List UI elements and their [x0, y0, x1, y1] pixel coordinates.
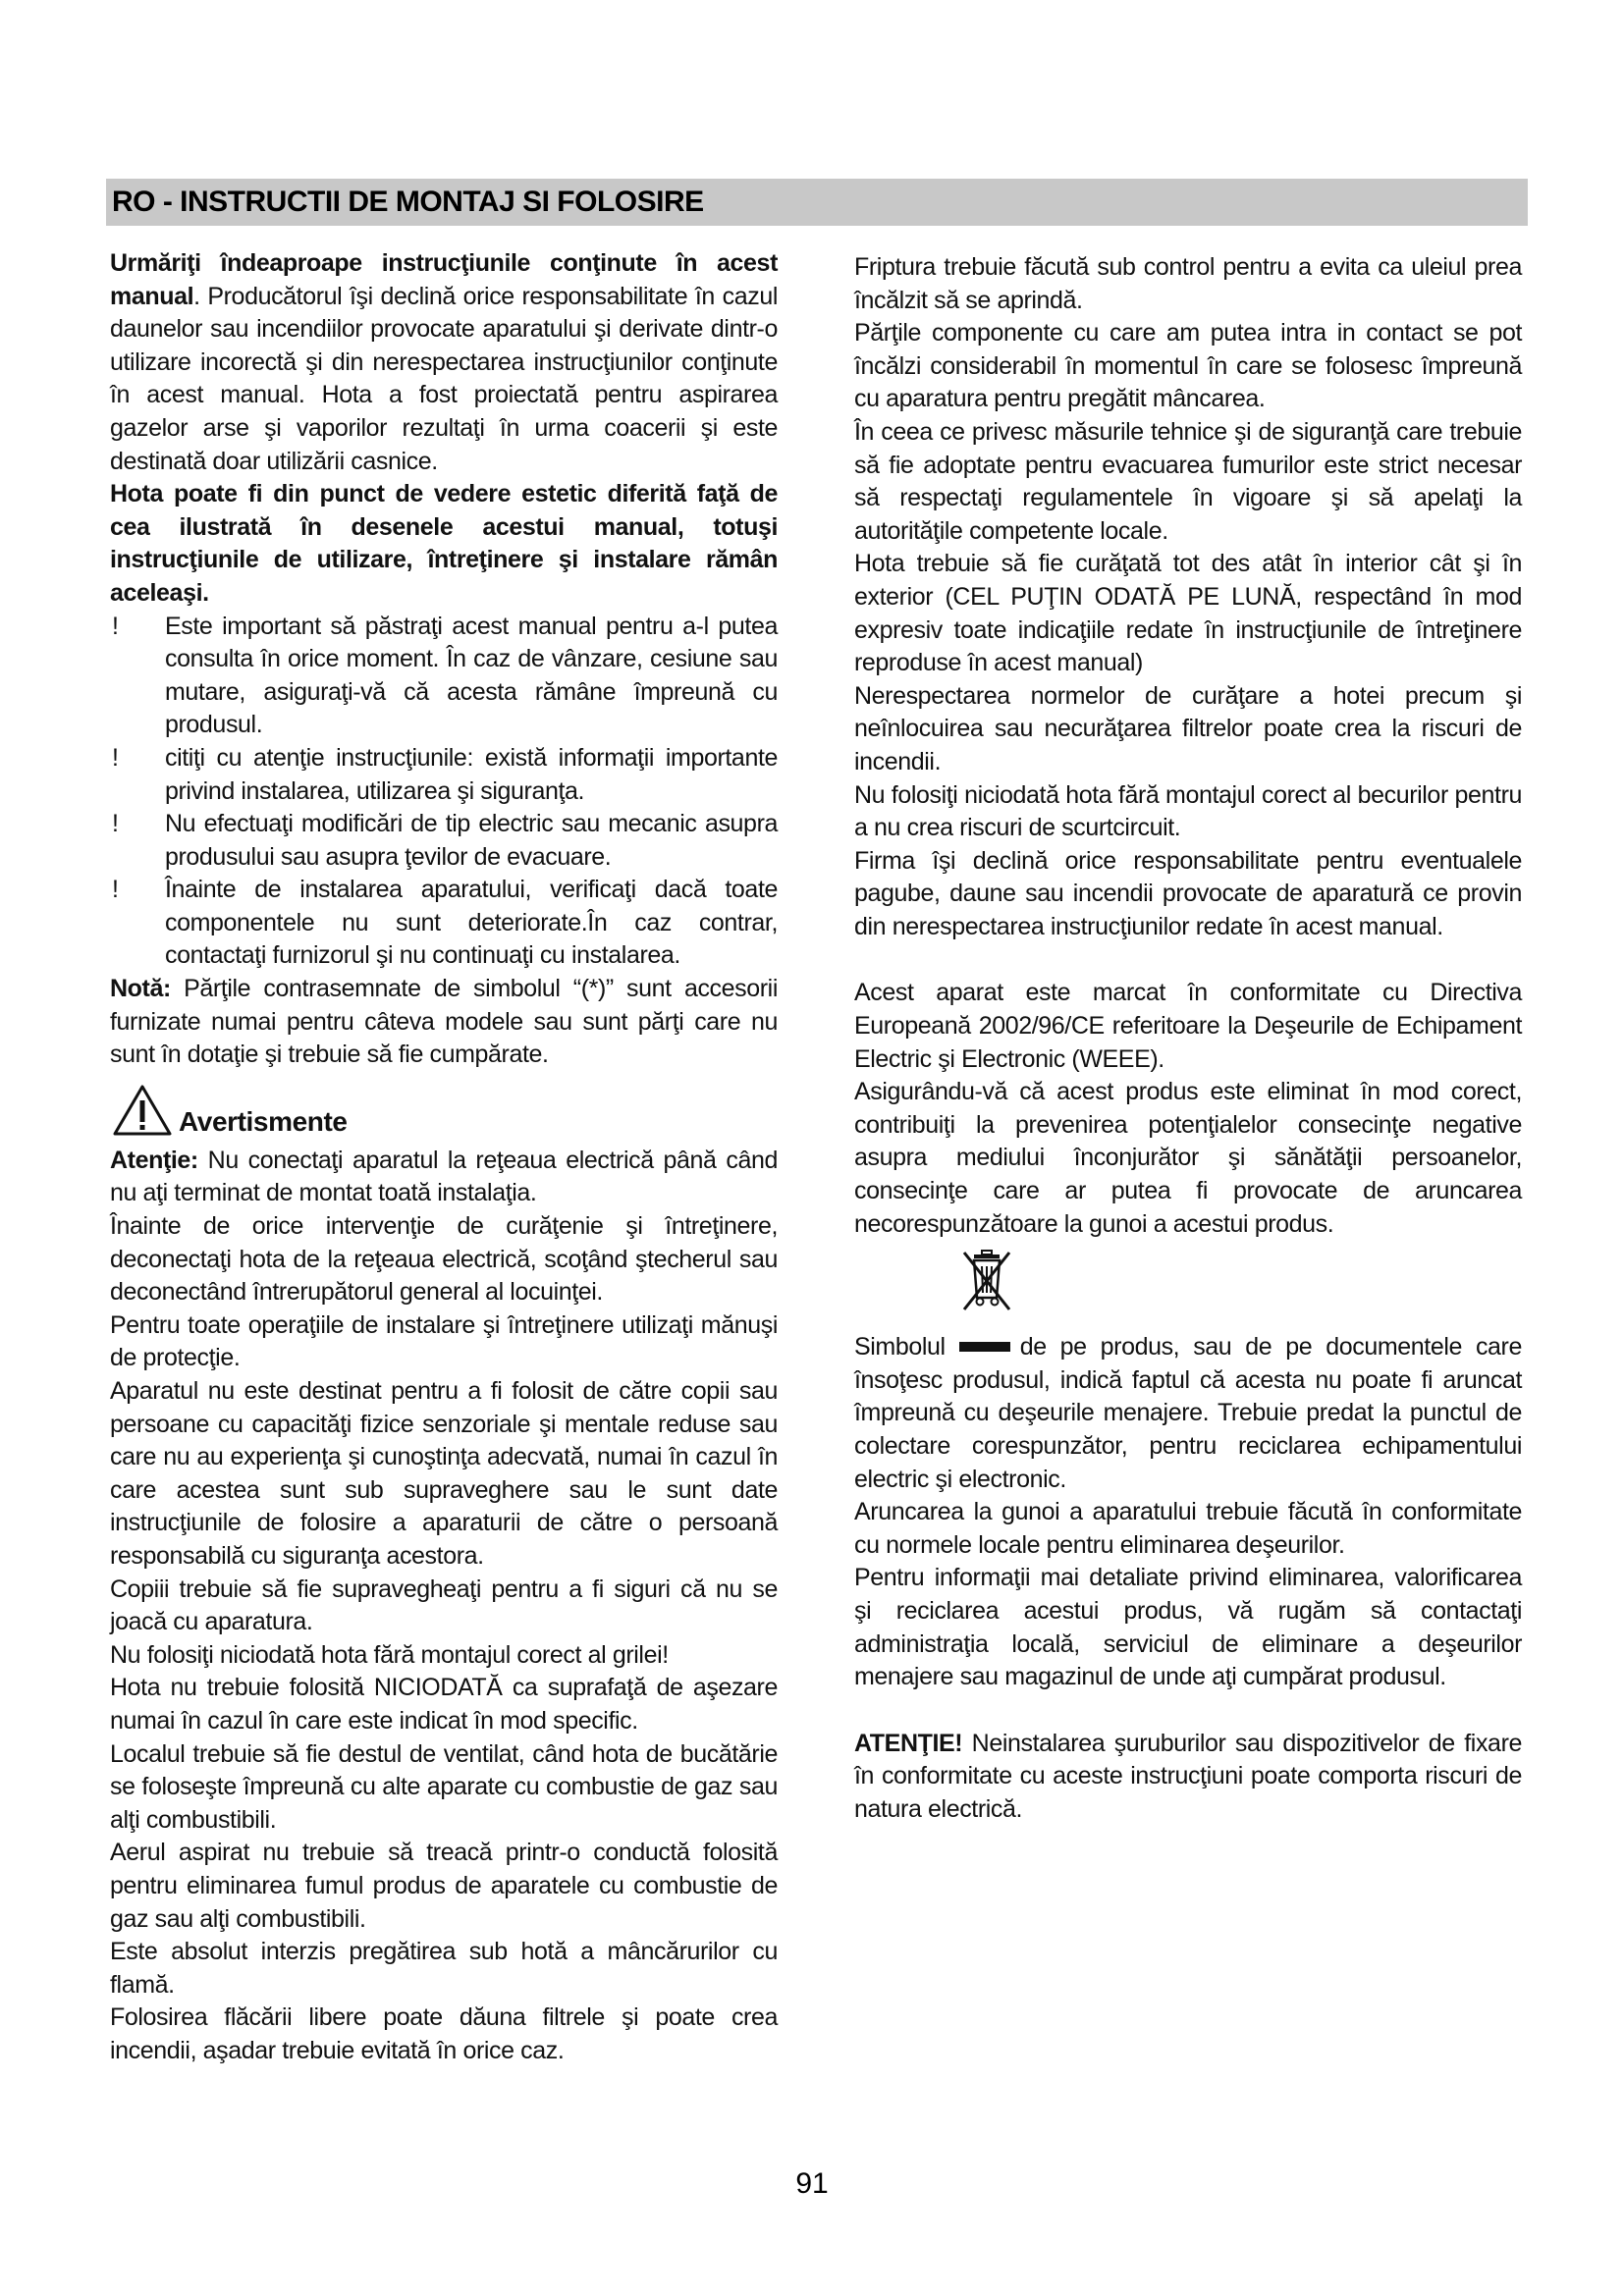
design-notice: Hota poate fi din punct de vedere estetic diferită faţă de cea ilustrată în desenele acestui manual, totuşi instrucţiunile de utilizare, întreţinere şi instalare rămân aceleaşi. — [110, 480, 778, 607]
note-text: Părţile contrasemnate de simbolul “(*)” sunt accesorii furnizate numai pentru câteva modele sau sunt părţi care nu sunt în dotaţie şi trebuie să fie cumpărate. — [110, 975, 778, 1069]
bullet-mark: ! — [112, 612, 119, 640]
final-warning-label: ATENŢIE! — [854, 1729, 963, 1757]
attention-label: Atenţie: — [110, 1146, 198, 1174]
weee-symbol-area — [854, 1241, 1522, 1331]
bullet-item — [110, 808, 778, 874]
bullet-mark: ! — [112, 810, 119, 838]
safety-paragraph: Nu folosiţi niciodată hota fără montajul corect al becurilor pentru a nu crea riscuri de scurtcircuit. — [854, 780, 1522, 842]
warning-paragraph: Este absolut interzis pregătirea sub hotă a mâncărurilor cu flamă. — [110, 1938, 778, 1999]
safety-paragraph: Părţile componente cu care am putea intra in contact se pot încălzi considerabil în momentul în care se folosesc împreună cu aparatura pentru pregătit mâncarea. — [854, 319, 1522, 413]
intro-text: . Producătorul îşi declină orice responsabilitate în cazul daunelor sau incendiilor provocate aparatului şi derivate dintr-o utilizare incorectă şi din nerespectarea instrucţiunilor conţinute în acest manual. Hota a fost proiectată pentru aspirarea gazelor arse şi vaporilor rezultaţi în urma coacerii şi este destinată doar utilizării casnice. — [110, 282, 778, 475]
intro-paragraph — [110, 247, 778, 478]
note-paragraph — [110, 973, 778, 1072]
warning-paragraph: Înainte de orice intervenţie de curăţenie şi întreţinere, deconectaţi hota de la reţeaua electrică, scoţând ştecherul sau deconectând întrerupătorul general al locuinţei. — [110, 1212, 778, 1307]
weee-paragraph: Asigurându-vă că acest produs este eliminat în mod corect, contribuiţi la prevenirea potenţialelor consecinţe negative asupra mediului înconjurător şi sănătăţii persoanelor, consecinţe care ar putea fi provocate de aruncarea necorespunzătoare la gunoi a acestui produs. — [854, 1078, 1522, 1238]
symbol-paragraph — [854, 1331, 1522, 1496]
safety-paragraph: Firma îşi declină orice responsabilitate pentru eventualele pagube, daune sau incendii provocate de aparatură ce provin din nerespectarea instrucţiunilor redate în acest manual. — [854, 846, 1522, 940]
page-number: 91 — [795, 2167, 829, 2200]
final-warning-text: Neinstalarea şuruburilor sau dispozitivelor de fixare în conformitate cu aceste instrucţiuni poate comporta riscuri de natura electrică. — [854, 1729, 1522, 1823]
warning-paragraph: Pentru toate operaţiile de instalare şi întreţinere utilizaţi mănuşi de protecţie. — [110, 1310, 778, 1372]
symbol-label: Simbolul — [854, 1333, 946, 1362]
attention-paragraph — [110, 1145, 778, 1210]
spacer — [854, 1694, 1522, 1728]
final-warning-paragraph — [854, 1728, 1522, 1827]
crossed-bin-icon — [960, 1249, 1013, 1313]
bullet-text: Nu efectuaţi modificări de tip electric sau mecanic asupra produsului sau asupra ţevilor de evacuare. — [165, 810, 778, 871]
warning-paragraph: Copiii trebuie să fie supravegheaţi pentru a fi siguri că nu se joacă cu aparatura. — [110, 1575, 778, 1636]
safety-paragraph: Nerespectarea normelor de curăţare a hotei precum şi neînlocuirea sau necurăţarea filtrelor poate crea la riscuri de incendii. — [854, 681, 1522, 775]
left-column — [110, 247, 778, 2067]
warnings-title: Avertismente — [179, 1105, 348, 1137]
bullet-mark: ! — [112, 743, 119, 772]
safety-paragraph: Friptura trebuie făcută sub control pentru a evita ca uleiul prea încălzit să se aprindă. — [854, 253, 1522, 314]
symbol-text: de pe produs, sau de pe documentele care însoţesc produsul, indică faptul că acesta nu poate fi aruncat împreună cu deşeurile menajere. Trebuie predat la punctul de colectare corespunzător, pentru reciclarea echipamentului electric şi electronic. — [854, 1333, 1522, 1493]
bullet-mark: ! — [112, 876, 119, 904]
bullet-item — [110, 742, 778, 808]
bullet-item — [110, 874, 778, 973]
note-label: Notă: — [110, 975, 171, 1003]
warnings-heading — [110, 1084, 778, 1145]
warning-paragraph: Hota nu trebuie folosită NICIODATĂ ca suprafaţă de aşezare numai în cazul în care este indicat în mod specific. — [110, 1674, 778, 1735]
bullet-text: Înainte de instalarea aparatului, verificaţi dacă toate componentele nu sunt deteriorate.În caz contrar, contactaţi furnizorul şi nu continuaţi cu instalarea. — [165, 876, 778, 970]
warning-paragraph: Localul trebuie să fie destul de ventilat, când hota de bucătărie se foloseşte împreună cu alte aparate cu combustie de gaz sau alţi combustibili. — [110, 1739, 778, 1834]
bullet-text: citiţi cu atenţie instrucţiunile: există informaţii importante privind instalarea, utilizarea şi siguranţa. — [165, 743, 778, 805]
safety-paragraph: Hota trebuie să fie curăţată tot des atât în interior cât şi în exterior (CEL PUŢIN ODATĂ PE LUNĂ, respectând în mod expresiv toate indicaţiile redate în instrucţiunile de întreţinere reproduse în acest manual) — [854, 550, 1522, 677]
spacer — [854, 943, 1522, 977]
warning-paragraph: Aerul aspirat nu trebuie să treacă printr-o conductă folosită pentru eliminarea fumul produs de aparatele cu combustie de gaz sau alţi combustibili. — [110, 1839, 778, 1933]
bullet-text: Este important să păstraţi acest manual pentru a-l putea consulta în orice moment. În caz de vânzare, cesiune sau mutare, asiguraţi-vă că acesta rămâne împreună cu produsul. — [165, 612, 778, 739]
right-column — [854, 251, 1522, 1827]
weee-paragraph: Acest aparat este marcat în conformitate cu Directiva Europeană 2002/96/CE referitoare la Deşeurile de Echipament Electric şi Electronic (WEEE). — [854, 979, 1522, 1073]
bullet-item — [110, 611, 778, 742]
disposal-paragraph: Pentru informaţii mai detaliate privind eliminarea, valorificarea şi reciclarea acestui produs, vă rugăm să contactaţi administraţia locală, serviciul de eliminare a deşeurilor menajere sau magazinul de unde aţi cumpărat produsul. — [854, 1564, 1522, 1691]
page-title: RO - INSTRUCTII DE MONTAJ SI FOLOSIRE — [112, 186, 704, 218]
warning-triangle-icon — [112, 1084, 173, 1137]
section-header-bar — [106, 179, 1528, 226]
warning-paragraph: Folosirea flăcării libere poate dăuna filtrele şi poate crea incendii, aşadar trebuie evitată în orice caz. — [110, 2003, 778, 2064]
attention-text: Nu conectaţi aparatul la reţeaua electrică până când nu aţi terminat de montat toată instalaţia. — [110, 1146, 778, 1207]
intro-bold: Urmăriţi îndeaproape instrucţiunile conţinute în acest manual — [110, 249, 778, 310]
black-bar-icon — [959, 1342, 1010, 1352]
disposal-paragraph: Aruncarea la gunoi a aparatului trebuie făcută în conformitate cu normele locale pentru eliminarea deşeurilor. — [854, 1498, 1522, 1559]
warning-paragraph: Nu folosiţi niciodată hota fără montajul corect al grilei! — [110, 1640, 669, 1669]
warning-paragraph: Aparatul nu este destinat pentru a fi folosit de către copii sau persoane cu capacităţi fizice senzoriale şi mentale reduse sau care nu au experienţa şi cunoştinţa adecvată, numai în cazul în care acestea sunt sub supraveghere sau le sunt date instrucţiunile de folosire a aparaturii de către o persoană responsabilă cu siguranţa acestora. — [110, 1377, 778, 1570]
safety-paragraph: În ceea ce privesc măsurile tehnice şi de siguranţă care trebuie să fie adoptate pentru evacuarea fumurilor este strict necesar să respectaţi regulamentele în vigoare şi să apelaţi la autorităţile competente locale. — [854, 417, 1522, 545]
